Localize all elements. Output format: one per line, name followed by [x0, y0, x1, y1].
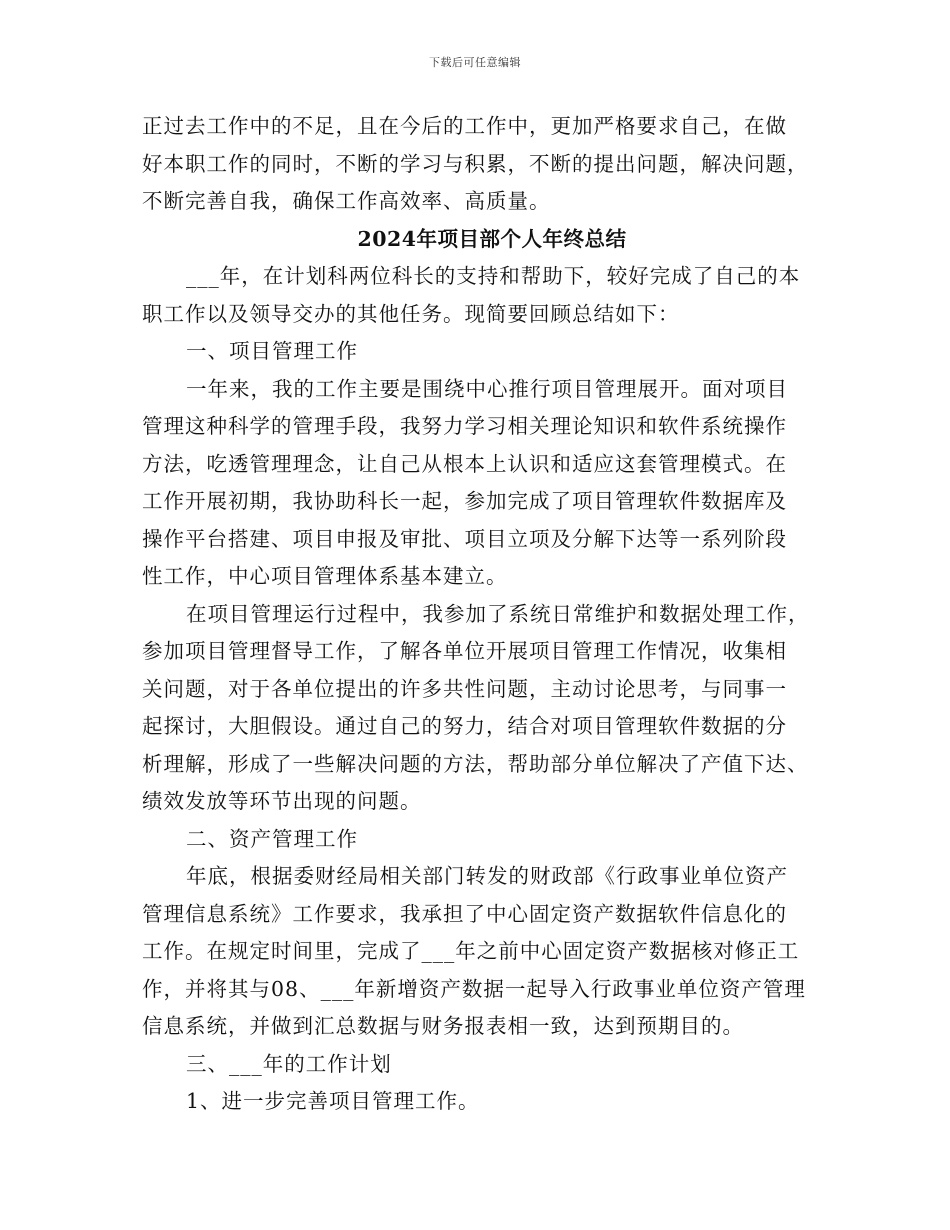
text-line: 一年来，我的工作主要是围绕中心推行项目管理展开。面对项目 [186, 376, 788, 401]
text-line: 操作平台搭建、项目申报及审批、项目立项及分解下达等一系列阶段 [142, 526, 787, 551]
text-line: 性工作，中心项目管理体系基本建立。 [142, 564, 508, 588]
text-line: 起探讨，大胆假设。通过自己的努力，结合对项目管理软件数据的分 [142, 714, 787, 738]
text-line: 参加项目管理督导工作，了解各单位开展项目管理工作情况，收集相 [142, 639, 787, 663]
text-line: 析理解，形成了一些解决问题的方法，帮助部分单位解决了产值下达、 [142, 751, 809, 776]
text-line: 年底，根据委财经局相关部门转发的财政部《行政事业单位资产 [186, 864, 788, 888]
text-line: 在项目管理运行过程中，我参加了系统日常维护和数据处理工作， [186, 601, 810, 626]
text-line: 1、进一步完善项目管理工作。 [186, 1089, 480, 1113]
text-line: 不断完善自我，确保工作高效率、高质量。 [142, 189, 551, 213]
text-line: 工作。在规定时间里，完成了___年之前中心固定资产数据核对修正工 [142, 939, 800, 963]
text-line: 作，并将其与08、___年新增资产数据一起导入行政事业单位资产管理 [142, 976, 806, 1001]
text-line: 好本职工作的同时，不断的学习与积累，不断的提出问题，解决问题， [142, 151, 809, 176]
text-line: 绩效发放等环节出现的问题。 [142, 789, 422, 813]
text-line: 管理信息系统》工作要求，我承担了中心固定资产数据软件信息化的 [142, 901, 787, 926]
text-line: 正过去工作中的不足，且在今后的工作中，更加严格要求自己，在做 [142, 114, 787, 138]
text-line: 方法，吃透管理理念，让自己从根本上认识和适应这套管理模式。在 [142, 451, 787, 476]
text-line: 信息系统，并做到汇总数据与财务报表相一致，达到预期目的。 [142, 1014, 744, 1038]
text-line: 职工作以及领导交办的其他任务。现简要回顾总结如下： [142, 301, 680, 326]
header-note: 下载后可任意编辑 [429, 56, 521, 69]
text-line: ___年，在计划科两位科长的支持和帮助下，较好完成了自己的本 [186, 264, 801, 288]
text-line: 二、资产管理工作 [186, 826, 358, 851]
document-body [142, 108, 842, 1121]
text-line: 一、项目管理工作 [186, 339, 358, 363]
document-title: 2024年项目部个人年终总结 [357, 226, 627, 251]
text-line: 关问题，对于各单位提出的许多共性问题，主动讨论思考，与同事一 [142, 676, 787, 701]
text-line: 三、___年的工作计划 [186, 1051, 392, 1076]
text-line: 管理这种科学的管理手段，我努力学习相关理论知识和软件系统操作 [142, 414, 787, 438]
text-line: 工作开展初期，我协助科长一起，参加完成了项目管理软件数据库及 [142, 489, 787, 513]
